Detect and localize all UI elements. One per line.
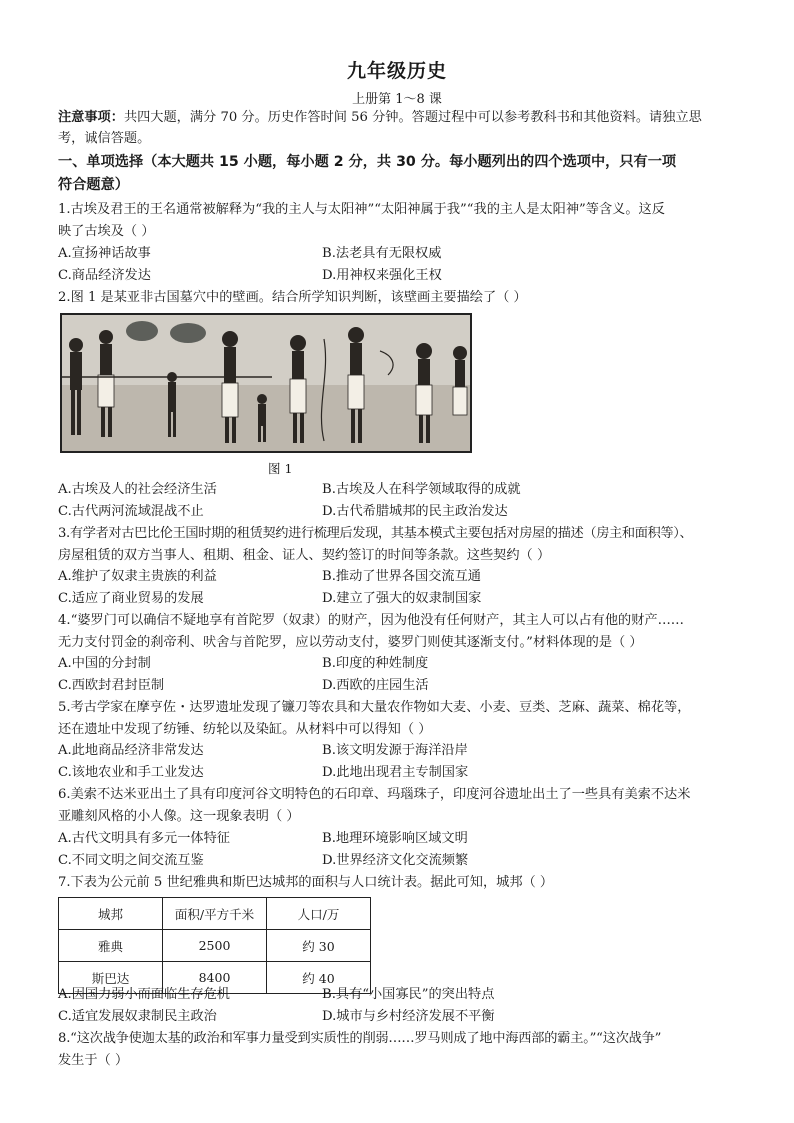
question-6-stem-1: 6.美索不达米亚出土了具有印度河谷文明特色的石印章、玛瑙珠子，印度河谷遗址出土了一些具有美索不达米 bbox=[58, 787, 691, 802]
question-4-option-b: B.印度的种姓制度 bbox=[322, 656, 429, 671]
question-1-option-a: A.宣扬神话故事 bbox=[58, 246, 151, 261]
figure-1-caption: 图 1 bbox=[268, 461, 293, 476]
question-3-option-d: D.建立了强大的奴隶制国家 bbox=[322, 591, 482, 606]
question-4-stem-2: 无力支付罚金的刹帝利、吠舍与首陀罗，应以劳动支付，婆罗门则使其逐渐支付。”材料体现的是（ ） bbox=[58, 635, 643, 650]
question-4-option-d: D.西欧的庄园生活 bbox=[322, 678, 429, 693]
question-3-option-b: B.推动了世界各国交流互通 bbox=[322, 569, 481, 584]
question-3-stem-1: 3.有学者对古巴比伦王国时期的租赁契约进行梳理后发现，其基本模式主要包括对房屋的描述（房主和面积等）、 bbox=[58, 526, 693, 541]
table-header-cell: 人口/万 bbox=[267, 898, 371, 930]
table-header-cell: 城邦 bbox=[59, 898, 163, 930]
question-1-option-d: D.用神权来强化王权 bbox=[322, 268, 442, 283]
question-6-option-b: B.地理环境影响区域文明 bbox=[322, 831, 468, 846]
question-6-option-a: A.古代文明具有多元一体特征 bbox=[58, 831, 230, 846]
question-6-option-c: C.不同文明之间交流互鉴 bbox=[58, 853, 204, 868]
question-2-stem-1: 2.图 1 是某亚非古国墓穴中的壁画。结合所学知识判断，该壁画主要描绘了（ ） bbox=[58, 290, 527, 305]
question-5-stem-2: 还在遗址中发现了纺锤、纺轮以及染缸。从材料中可以得知（ ） bbox=[58, 722, 432, 737]
question-7-option-d: D.城市与乡村经济发展不平衡 bbox=[322, 1009, 495, 1024]
section-heading-line-1: 一、单项选择（本大题共 15 小题，每小题 2 分，共 30 分。每小题列出的四个选项中，只有一项 bbox=[58, 154, 677, 170]
notes-text-1: 共四大题，满分 70 分。历史作答时间 56 分钟。答题过程中可以参考教科书和其他资料。请独立思 bbox=[123, 110, 702, 125]
page-title: 九年级历史 bbox=[346, 60, 447, 82]
mural-illustration bbox=[62, 315, 470, 451]
question-5-option-d: D.此地出现君主专制国家 bbox=[322, 765, 469, 780]
notes-line-1 bbox=[58, 108, 702, 128]
question-1-option-c: C.商品经济发达 bbox=[58, 268, 151, 283]
table-cell: 斯巴达 bbox=[59, 962, 163, 994]
question-8-stem-2: 发生于（ ） bbox=[58, 1053, 129, 1068]
question-1-option-b: B.法老具有无限权威 bbox=[322, 246, 442, 261]
notes-label: 注意事项： bbox=[58, 110, 124, 125]
question-2-option-c: C.古代两河流域混战不止 bbox=[58, 504, 204, 519]
table-row bbox=[59, 930, 371, 962]
question-3-stem-2: 房屋租赁的双方当事人、租期、租金、证人、契约签订的时间等条款。这些契约（ ） bbox=[58, 548, 551, 563]
tomb-mural-image bbox=[60, 313, 472, 453]
section-heading-line-2: 符合题意） bbox=[58, 177, 129, 193]
table-header-cell: 面积/平方千米 bbox=[163, 898, 267, 930]
question-6-stem-2: 亚雕刻风格的小人像。这一现象表明（ ） bbox=[58, 809, 300, 824]
table-cell: 8400 bbox=[163, 962, 267, 994]
table-header-row bbox=[59, 898, 371, 930]
question-2-option-d: D.古代希腊城邦的民主政治发达 bbox=[322, 504, 508, 519]
question-3-option-c: C.适应了商业贸易的发展 bbox=[58, 591, 204, 606]
question-7-option-c: C.适宜发展奴隶制民主政治 bbox=[58, 1009, 217, 1024]
question-5-stem-1: 5.考古学家在摩亨佐・达罗遗址发现了镰刀等农具和大量农作物如大麦、小麦、豆类、芝麻、蔬菜、棉花等， bbox=[58, 700, 691, 715]
question-1-stem-1: 1.古埃及君王的王名通常被解释为“我的主人与太阳神”“太阳神属于我”“我的主人是太阳神”等含义。这反 bbox=[58, 202, 665, 217]
question-6-option-d: D.世界经济文化交流频繁 bbox=[322, 853, 469, 868]
question-5-option-b: B.该文明发源于海洋沿岸 bbox=[322, 743, 468, 758]
question-2-option-b: B.古埃及人在科学领域取得的成就 bbox=[322, 482, 521, 497]
table-cell: 2500 bbox=[163, 930, 267, 962]
question-3-option-a: A.维护了奴隶主贵族的利益 bbox=[58, 569, 217, 584]
notes-line-2: 考，诚信答题。 bbox=[58, 131, 151, 146]
table-cell: 约 40 bbox=[267, 962, 371, 994]
question-8-stem-1: 8.“这次战争使迦太基的政治和军事力量受到实质性的削弱……罗马则成了地中海西部的霸主。”“这次战争” bbox=[58, 1031, 662, 1046]
question-4-stem-1: 4.“婆罗门可以确信不疑地享有首陀罗（奴隶）的财产，因为他没有任何财产，其主人可以占有他的财产…… bbox=[58, 613, 684, 628]
question-7-option-a: A.因国力弱小而面临生存危机 bbox=[58, 987, 230, 1002]
question-4-option-a: A.中国的分封制 bbox=[58, 656, 151, 671]
question-1-stem-2: 映了古埃及（ ） bbox=[58, 224, 155, 239]
question-4-option-c: C.西欧封君封臣制 bbox=[58, 678, 165, 693]
question-7-option-b: B.具有“小国寡民”的突出特点 bbox=[322, 987, 495, 1002]
question-2-option-a: A.古埃及人的社会经济生活 bbox=[58, 482, 217, 497]
city-state-table bbox=[58, 897, 371, 994]
question-7-stem-1: 7.下表为公元前 5 世纪雅典和斯巴达城邦的面积与人口统计表。据此可知，城邦（ ） bbox=[58, 875, 554, 890]
table-cell: 雅典 bbox=[59, 930, 163, 962]
question-5-option-a: A.此地商品经济非常发达 bbox=[58, 743, 204, 758]
table-cell: 约 30 bbox=[267, 930, 371, 962]
question-5-option-c: C.该地农业和手工业发达 bbox=[58, 765, 204, 780]
page-subtitle: 上册第 1～8 课 bbox=[352, 92, 442, 107]
